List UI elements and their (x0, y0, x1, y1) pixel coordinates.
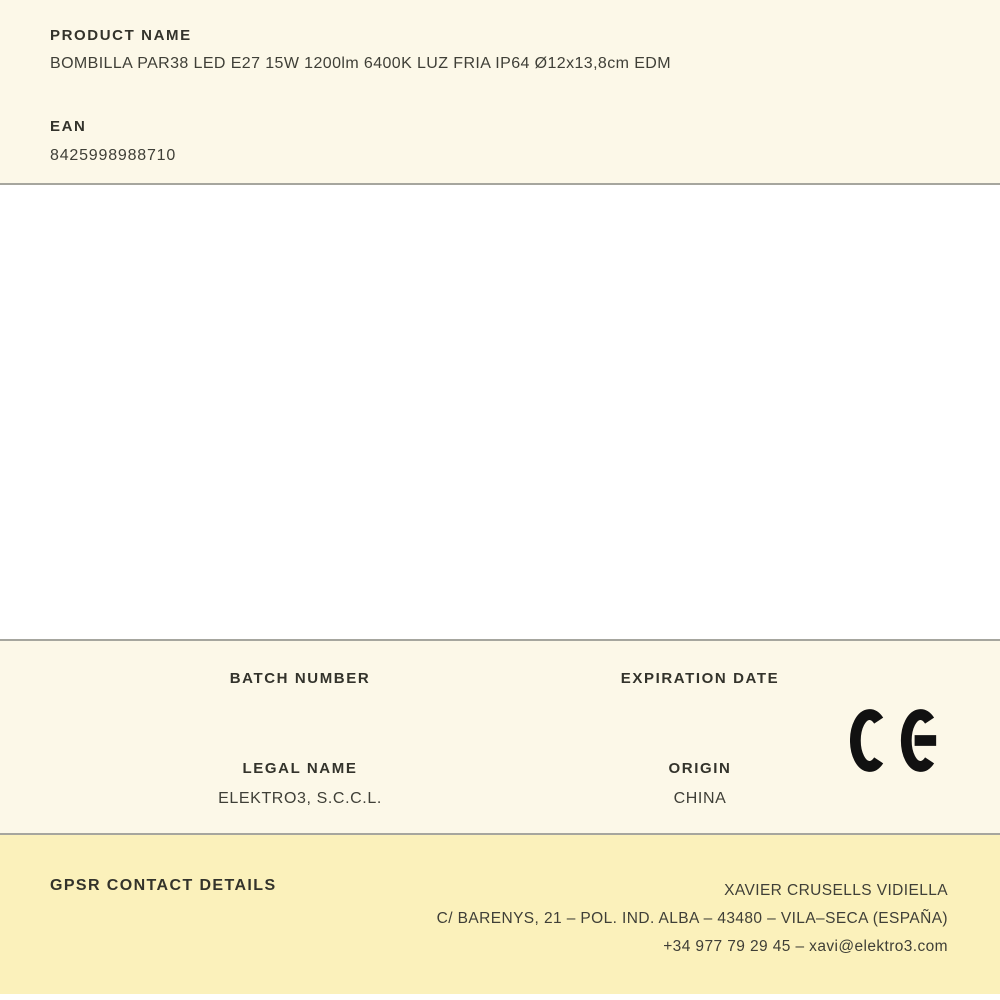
origin-heading: ORIGIN (668, 760, 732, 777)
gpsr-contact-address: C/ BARENYS, 21 – POL. IND. ALBA – 43480 – VILA–SECA (ESPAÑA) (436, 910, 948, 927)
blank-image-area (0, 185, 1000, 641)
product-info-section (0, 0, 1000, 185)
gpsr-contact-section (0, 835, 1000, 994)
product-name-value: BOMBILLA PAR38 LED E27 15W 1200lm 6400K LUZ FRIA IP64 Ø12x13,8cm EDM (50, 55, 671, 72)
gpsr-contact-name: XAVIER CRUSELLS VIDIELLA (724, 882, 948, 899)
expiration-date-heading: EXPIRATION DATE (620, 670, 780, 687)
origin-value: CHINA (673, 790, 727, 807)
gpsr-contact-block (277, 877, 948, 961)
legal-name-heading: LEGAL NAME (242, 760, 358, 777)
gpsr-contact-phone-email: +34 977 79 29 45 – xavi@elektro3.com (663, 938, 948, 955)
ce-mark-icon (850, 709, 943, 772)
ean-heading: EAN (50, 118, 87, 135)
ean-value: 8425998988710 (50, 147, 177, 164)
gpsr-heading: GPSR CONTACT DETAILS (50, 877, 277, 894)
traceability-section (0, 641, 1000, 835)
batch-number-heading: BATCH NUMBER (229, 670, 371, 687)
product-name-heading: PRODUCT NAME (50, 27, 192, 44)
legal-name-value: ELEKTRO3, S.C.C.L. (218, 790, 382, 807)
